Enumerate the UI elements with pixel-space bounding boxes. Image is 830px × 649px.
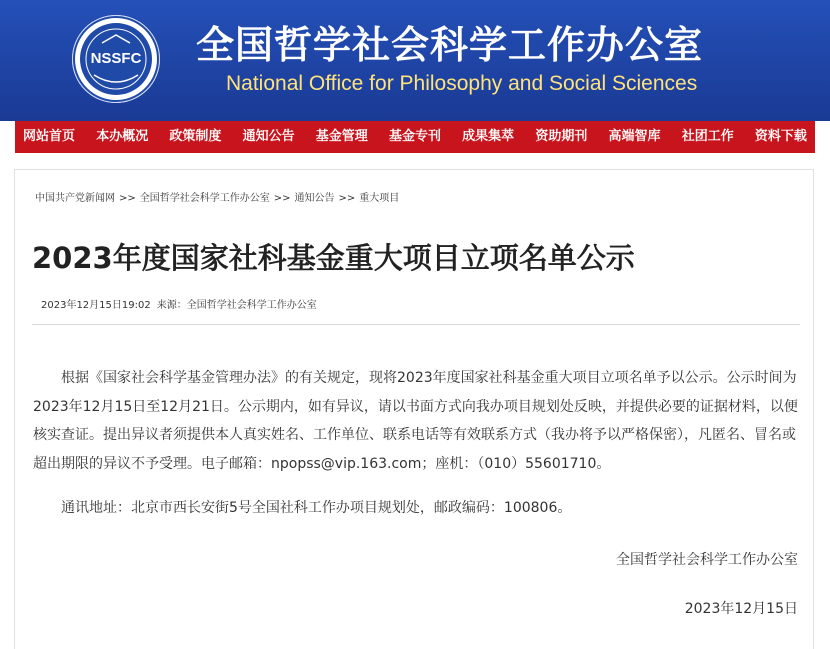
article-signature: 全国哲学社会科学工作办公室 [616,552,798,568]
article-sign-date: 2023年12月15日 [684,601,798,617]
nav-item[interactable]: 网站首页 [23,129,76,144]
breadcrumb [35,189,403,204]
logo-text: NSSFC [90,50,142,67]
article-body [33,364,798,523]
article-title: 2023年度国家社科基金重大项目立项名单公示 [32,241,635,275]
nav-item[interactable]: 基金管理 [315,129,368,144]
article-meta [41,296,323,311]
source-label: 来源： [156,300,187,311]
main-nav [15,121,815,153]
site-header [0,0,830,121]
breadcrumb-separator: >> [119,193,136,204]
article-paragraph: 通讯地址：北京市西长安街5号全国社科工作办项目规划处，邮政编码：100806。 [61,500,572,516]
article-source: 全国哲学社会科学工作办公室 [186,300,317,311]
nav-item[interactable]: 资助期刊 [535,129,588,144]
divider [32,324,800,325]
nav-item[interactable]: 社团工作 [681,129,734,144]
breadcrumb-separator: >> [273,193,291,204]
breadcrumb-link[interactable]: 通知公告 [294,193,335,204]
nav-item[interactable]: 资料下载 [754,129,807,144]
breadcrumb-link[interactable]: 中国共产党新闻网 [35,193,115,204]
article-container [14,169,814,649]
breadcrumb-link[interactable]: 全国哲学社会科学工作办公室 [139,193,270,204]
article-paragraph: 根据《国家社会科学基金管理办法》的有关规定，现将2023年度国家社科基金重大项目立项名单予以公示。公示时间为2023年12月15日至12月21日。公示期内，如有异议，请以书面方式向我办项目规划处反映，并提供必要的证据材料，以便核实查证。提出异议者须提供本人真实姓名、工作单位、联系电话等有效联系方式（我办将予以严格保密），凡匿名、冒名或超出期限的异议不予受理。电子邮箱：npopss@vip.163.com；座机：（010）55601710。 [33,370,798,472]
nav-item[interactable]: 高端智库 [608,129,661,144]
nav-item[interactable]: 通知公告 [242,129,295,144]
nav-item[interactable]: 本办概况 [96,129,149,144]
nav-item[interactable]: 成果集萃 [462,129,515,144]
breadcrumb-link[interactable]: 重大项目 [359,193,400,204]
breadcrumb-separator: >> [338,193,356,204]
site-logo[interactable] [72,15,160,103]
site-title-en: National Office for Philosophy and Social Sciences [226,72,698,95]
nav-item[interactable]: 基金专刊 [388,129,441,144]
nav-item[interactable]: 政策制度 [169,129,222,144]
site-title-cn: 全国哲学社会科学工作办公室 [196,23,704,67]
article-date: 2023年12月15日19:02 [41,300,151,311]
